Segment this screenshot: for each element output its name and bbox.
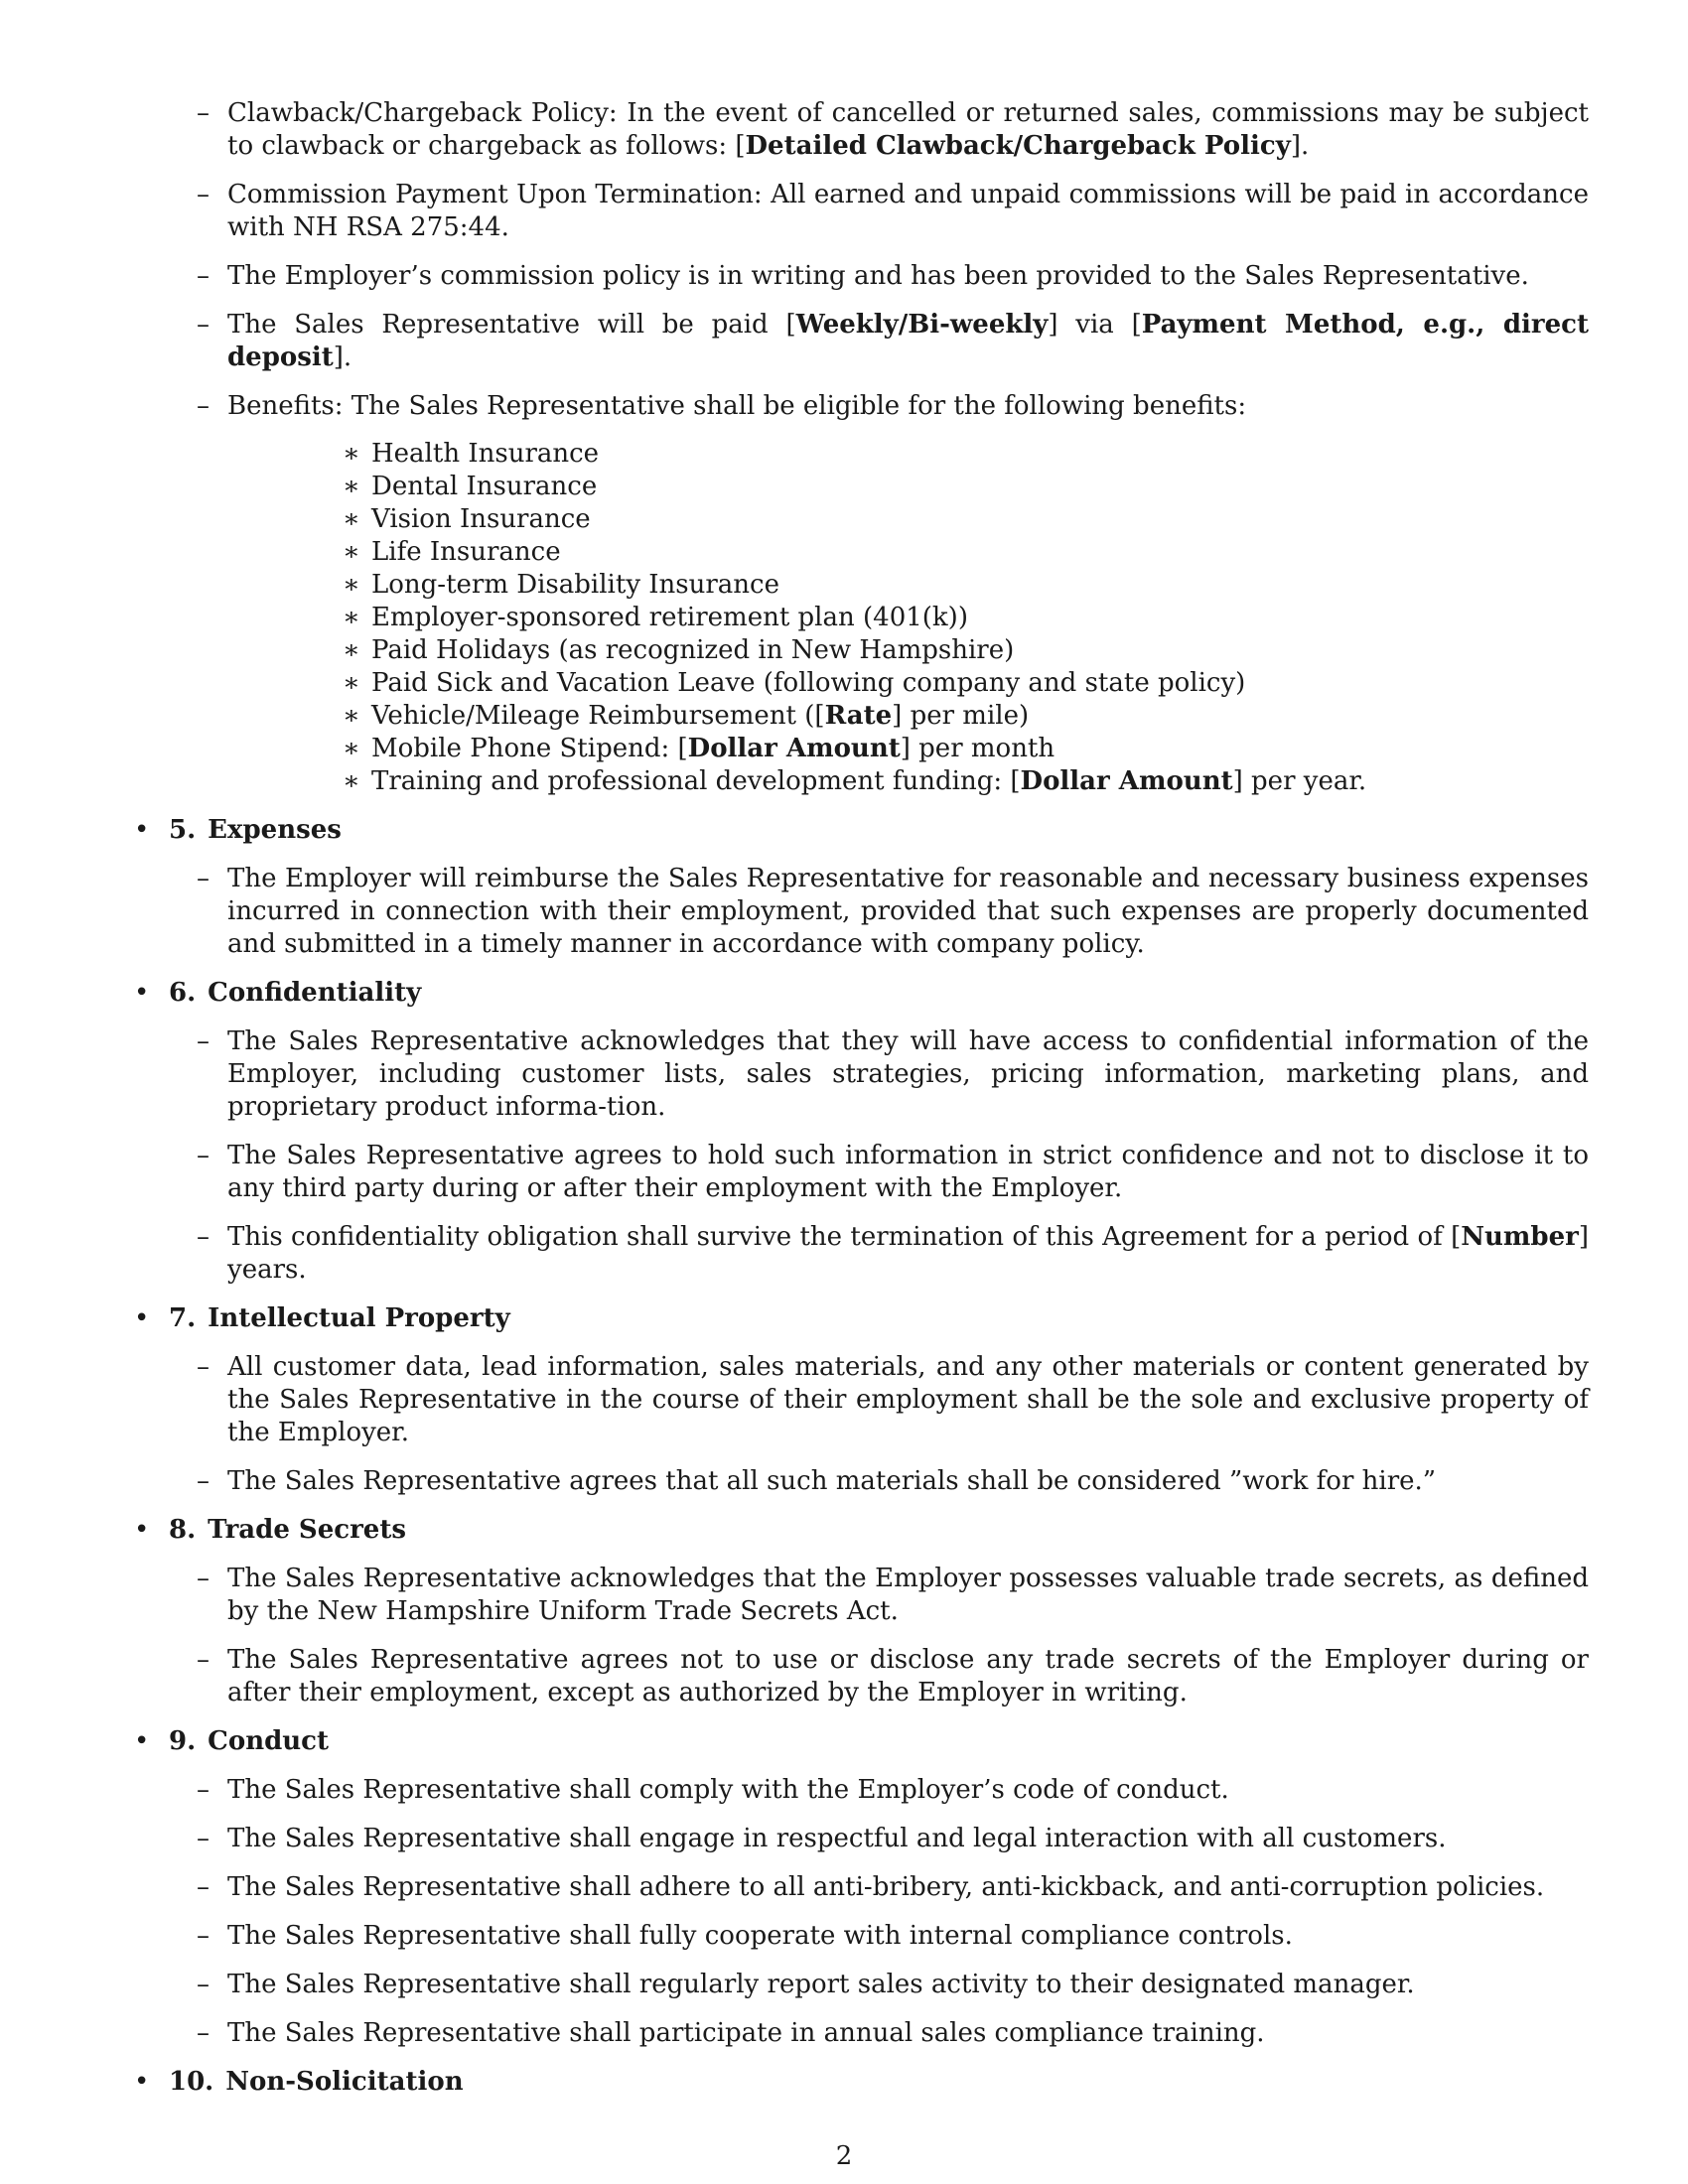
text-run: ] per year. [1232,766,1367,796]
text-run: ] years. [227,1222,1589,1285]
benefit-item [227,503,1589,536]
section-items [134,863,1589,961]
section-items [134,1351,1589,1498]
list-item [134,1025,1589,1124]
commission-items-list [134,97,1589,798]
text-run: The Sales Representative agrees that all such materials shall be considered ”work for hire.” [227,1466,1437,1496]
placeholder-field-text: Weekly/Bi-weekly [795,310,1049,340]
list-item [134,390,1589,798]
benefit-item-text [371,603,968,632]
section-title: Conduct [208,1726,330,1756]
list-item [134,97,1589,163]
list-item [134,1969,1589,2001]
text-run: The Sales Representative shall regularly report sales activity to their designated manager. [227,1970,1415,1999]
benefit-item [227,765,1589,798]
text-run: Paid Holidays (as recognized in New Hampshire) [371,635,1015,665]
benefit-item-text [371,701,1029,731]
text-run: Health Insurance [371,439,600,469]
asterisk-marker: ∗ [343,668,360,698]
section-heading [134,1725,1589,1758]
section-number: 8. [169,1515,197,1545]
text-run: Commission Payment Upon Termination: All earned and unpaid commissions will be paid in accordance with NH RSA 275:44. [227,180,1589,242]
benefit-item-text [371,472,597,501]
dash-marker: – [197,1645,210,1675]
text-run: The Employer will reimburse the Sales Representative for reasonable and necessary business expenses incurred in connection with their employment, provided that such expenses are properly documented and submitted in a timely manner in accordance with company policy. [227,864,1589,959]
benefit-item-text [371,504,591,534]
benefit-item [227,471,1589,503]
list-item [134,1465,1589,1498]
text-run: Mobile Phone Stipend: [ [371,734,688,763]
section-number: 7. [169,1303,197,1333]
list-item-text [227,1872,1544,1902]
list-item-text [227,1824,1446,1853]
text-run: Dental Insurance [371,472,598,501]
benefit-item [227,438,1589,471]
bullet-marker: • [134,1726,150,1756]
list-item-text [227,1352,1589,1447]
list-item [134,260,1589,293]
dash-marker: – [197,864,210,893]
page-number: 2 [835,2141,853,2171]
text-run: ] per month [900,734,1055,763]
list-item-text [227,2018,1265,2048]
section-conduct [134,1725,1589,2050]
bullet-marker: • [134,2067,150,2097]
dash-marker: – [197,1824,210,1853]
section-number: 6. [169,978,197,1008]
section-title: Confidentiality [208,978,422,1008]
sections-list [134,814,1589,2099]
asterisk-marker: ∗ [343,570,360,600]
section-trade-secrets [134,1514,1589,1709]
list-item [134,179,1589,244]
benefit-item-text [371,537,561,567]
list-item-text [227,1775,1229,1805]
list-item-text [227,98,1589,161]
list-item [134,1644,1589,1709]
dash-marker: – [197,2018,210,2048]
list-item [134,1140,1589,1205]
text-run: ]. [333,342,352,372]
list-item-text [227,261,1529,291]
benefit-item [227,733,1589,765]
benefit-item-text [371,766,1366,796]
text-run: The Sales Representative will be paid [ [227,310,796,340]
dash-marker: – [197,98,210,128]
section-heading [134,814,1589,847]
asterisk-marker: ∗ [343,504,360,534]
text-run: The Sales Representative shall fully cooperate with internal compliance controls. [227,1921,1293,1951]
dash-marker: – [197,261,210,291]
list-item-text [227,1970,1415,1999]
benefit-item [227,569,1589,602]
text-run: The Sales Representative shall engage in respectful and legal interaction with all customers. [227,1824,1447,1853]
benefit-item-text [371,439,599,469]
benefit-item [227,700,1589,733]
list-item-text [227,180,1589,242]
text-run: Benefits: The Sales Representative shall be eligible for the following benefits: [227,391,1247,421]
asterisk-marker: ∗ [343,472,360,501]
list-item-text [227,1222,1589,1285]
benefit-item-text [371,668,1245,698]
document-body [134,97,1589,2115]
text-run: All customer data, lead information, sales materials, and any other materials or content generated by the Sales Representative in the course of their employment shall be the sole and exclusive property of the Employer. [227,1352,1589,1447]
section-heading [134,1302,1589,1335]
text-run: Training and professional development funding: [ [371,766,1021,796]
list-item-text [227,1921,1293,1951]
list-item [134,1823,1589,1855]
asterisk-marker: ∗ [343,537,360,567]
text-run: Long-term Disability Insurance [371,570,779,600]
text-run: The Sales Representative shall participate in annual sales compliance training. [227,2018,1265,2048]
list-item [134,1871,1589,1904]
benefit-item [227,602,1589,634]
list-item-text [227,391,1246,421]
asterisk-marker: ∗ [343,701,360,731]
text-run: Clawback/Chargeback Policy: In the event of cancelled or returned sales, commissions may be subject to clawback or chargeback as follows: [ [227,98,1589,161]
list-item-text [227,1141,1589,1203]
dash-marker: – [197,1141,210,1170]
bullet-marker: • [134,1515,150,1545]
text-run: Paid Sick and Vacation Leave (following company and state policy) [371,668,1246,698]
benefit-item [227,667,1589,700]
text-run: Vehicle/Mileage Reimbursement ([ [371,701,825,731]
text-run: ] per mile) [892,701,1030,731]
section-number: 10. [169,2067,214,2097]
placeholder-field-text: Number [1461,1222,1579,1252]
list-item-text [227,310,1589,372]
section-number: 9. [169,1726,197,1756]
list-item-text [227,1466,1436,1496]
benefit-item-text [371,570,779,600]
placeholder-field-text: Detailed Clawback/Chargeback Policy [745,131,1291,161]
placeholder-field-text: Payment Method, e.g., direct deposit [227,310,1589,372]
list-item [134,863,1589,961]
text-run: Employer-sponsored retirement plan (401(k)) [371,603,968,632]
dash-marker: – [197,1222,210,1252]
text-run: The Sales Representative agrees to hold such information in strict confidence and not to disclose it to any third party during or after their employment with the Employer. [227,1141,1589,1203]
text-run: The Sales Representative acknowledges that they will have access to confidential information of the Employer, including customer lists, sales strategies, pricing information, marketing plans, and proprietary product informa-tion. [227,1026,1589,1122]
section-title: Non-Solicitation [225,2067,464,2097]
asterisk-marker: ∗ [343,734,360,763]
dash-marker: – [197,1921,210,1951]
section-heading [134,1514,1589,1547]
section-items [134,1025,1589,1287]
bullet-marker: • [134,1303,150,1333]
list-item-text [227,1564,1589,1626]
asterisk-marker: ∗ [343,439,360,469]
dash-marker: – [197,1352,210,1382]
text-run: Vision Insurance [371,504,591,534]
section-number: 5. [169,815,197,845]
text-run: The Sales Representative acknowledges that the Employer possesses valuable trade secrets, as defined by the New Hampshire Uniform Trade Secrets Act. [227,1564,1589,1626]
section-heading [134,2066,1589,2099]
list-item [134,1351,1589,1449]
dash-marker: – [197,1872,210,1902]
list-item-text [227,1645,1589,1707]
section-items [134,1563,1589,1709]
dash-marker: – [197,1775,210,1805]
text-run: Life Insurance [371,537,561,567]
dash-marker: – [197,391,210,421]
text-run: ]. [1290,131,1310,161]
benefits-list [227,438,1589,798]
section-items [134,1774,1589,2050]
section-title: Expenses [208,815,342,845]
placeholder-field-text: Dollar Amount [1020,766,1233,796]
section-title: Trade Secrets [208,1515,406,1545]
list-item-text [227,1026,1589,1122]
dash-marker: – [197,1026,210,1056]
text-run: ] via [ [1048,310,1142,340]
text-run: The Employer’s commission policy is in writing and has been provided to the Sales Representative. [227,261,1529,291]
placeholder-field-text: Dollar Amount [687,734,901,763]
benefit-item [227,634,1589,667]
dash-marker: – [197,1970,210,1999]
section-title: Intellectual Property [208,1303,510,1333]
bullet-marker: • [134,978,150,1008]
list-item [134,1563,1589,1628]
text-run: The Sales Representative shall comply with the Employer’s code of conduct. [227,1775,1229,1805]
asterisk-marker: ∗ [343,766,360,796]
text-run: This confidentiality obligation shall survive the termination of this Agreement for a period of [ [227,1222,1462,1252]
list-item [134,2017,1589,2050]
section-non-solicitation [134,2066,1589,2099]
asterisk-marker: ∗ [343,603,360,632]
section-expenses [134,814,1589,961]
dash-marker: – [197,310,210,340]
list-item [134,1920,1589,1953]
bullet-marker: • [134,815,150,845]
dash-marker: – [197,1466,210,1496]
section-confidentiality [134,977,1589,1287]
list-item [134,1221,1589,1287]
benefit-item-text [371,734,1055,763]
list-item [134,1774,1589,1807]
list-item-text [227,864,1589,959]
section-heading [134,977,1589,1010]
text-run: The Sales Representative shall adhere to all anti-bribery, anti-kickback, and anti-corruption policies. [227,1872,1545,1902]
benefit-item-text [371,635,1014,665]
dash-marker: – [197,1564,210,1593]
placeholder-field-text: Rate [824,701,893,731]
text-run: The Sales Representative agrees not to use or disclose any trade secrets of the Employer during or after their employment, except as authorized by the Employer in writing. [227,1645,1589,1707]
asterisk-marker: ∗ [343,635,360,665]
dash-marker: – [197,180,210,209]
benefit-item [227,536,1589,569]
section-intellectual-property [134,1302,1589,1498]
list-item [134,309,1589,374]
